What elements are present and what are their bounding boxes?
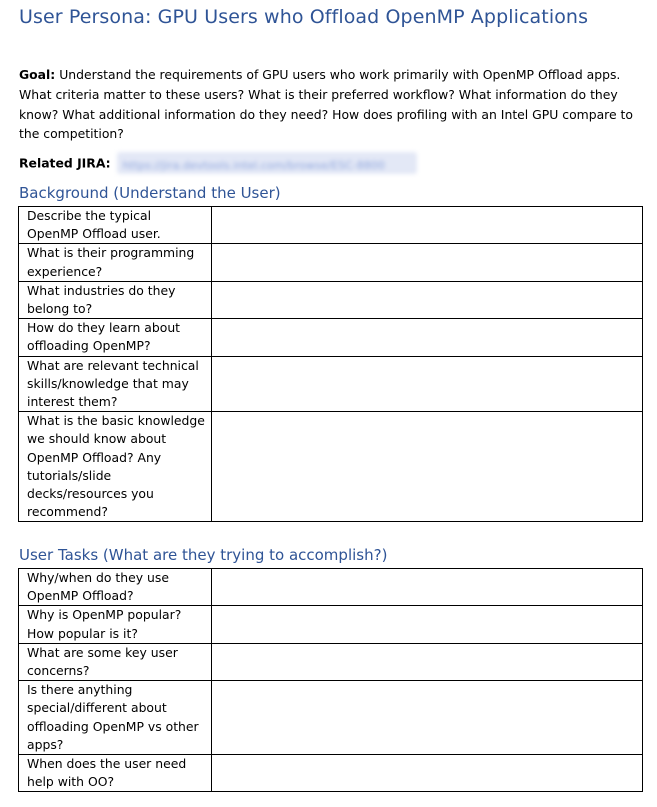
related-jira-link-text[interactable]: https://jira.devtools.intel.com/browse/ESC-8800 <box>122 159 385 172</box>
table-row <box>19 319 643 356</box>
related-jira <box>19 153 417 175</box>
question-cell: Describe the typical OpenMP Offload user. <box>19 207 212 244</box>
question-cell: Why is OpenMP popular? How popular is it? <box>19 606 212 643</box>
table-row <box>19 606 643 643</box>
table-row <box>19 643 643 680</box>
answer-cell[interactable] <box>212 319 643 356</box>
background-table-body <box>19 207 643 522</box>
user-tasks-table <box>18 568 643 792</box>
answer-cell[interactable] <box>212 412 643 522</box>
question-cell: What are relevant technical skills/knowledge that may interest them? <box>19 356 212 412</box>
table-row <box>19 281 643 318</box>
answer-cell[interactable] <box>212 755 643 792</box>
background-table <box>18 206 643 522</box>
table-row <box>19 681 643 755</box>
related-jira-link[interactable] <box>117 152 417 174</box>
question-cell: What are some key user concerns? <box>19 643 212 680</box>
table-row <box>19 569 643 606</box>
goal-text: Understand the requirements of GPU users who work primarily with OpenMP Offload apps. What criteria matter to these users? What is their preferred workflow? What information do they know? What additional information do they need? How does profiling with an Intel GPU compare to the competition? <box>19 67 634 142</box>
user-tasks-table-body <box>19 569 643 792</box>
question-cell: How do they learn about offloading OpenMP? <box>19 319 212 356</box>
table-row <box>19 356 643 412</box>
table-row <box>19 244 643 281</box>
user-tasks-heading: User Tasks (What are they trying to accomplish?) <box>19 546 388 564</box>
question-cell: When does the user need help with OO? <box>19 755 212 792</box>
answer-cell[interactable] <box>212 207 643 244</box>
table-row <box>19 412 643 522</box>
page-title: User Persona: GPU Users who Offload OpenMP Applications <box>19 6 589 28</box>
answer-cell[interactable] <box>212 643 643 680</box>
question-cell: What industries do they belong to? <box>19 281 212 318</box>
goal-paragraph <box>19 65 644 144</box>
answer-cell[interactable] <box>212 606 643 643</box>
question-cell: Why/when do they use OpenMP Offload? <box>19 569 212 606</box>
question-cell: Is there anything special/different about offloading OpenMP vs other apps? <box>19 681 212 755</box>
answer-cell[interactable] <box>212 569 643 606</box>
background-heading: Background (Understand the User) <box>19 184 281 202</box>
question-cell: What is their programming experience? <box>19 244 212 281</box>
question-cell: What is the basic knowledge we should know about OpenMP Offload? Any tutorials/slide decks/resources you recommend? <box>19 412 212 522</box>
answer-cell[interactable] <box>212 281 643 318</box>
table-row <box>19 755 643 792</box>
table-row <box>19 207 643 244</box>
answer-cell[interactable] <box>212 244 643 281</box>
answer-cell[interactable] <box>212 681 643 755</box>
goal-label: Goal: <box>19 67 56 82</box>
answer-cell[interactable] <box>212 356 643 412</box>
related-jira-label: Related JIRA: <box>19 155 111 171</box>
